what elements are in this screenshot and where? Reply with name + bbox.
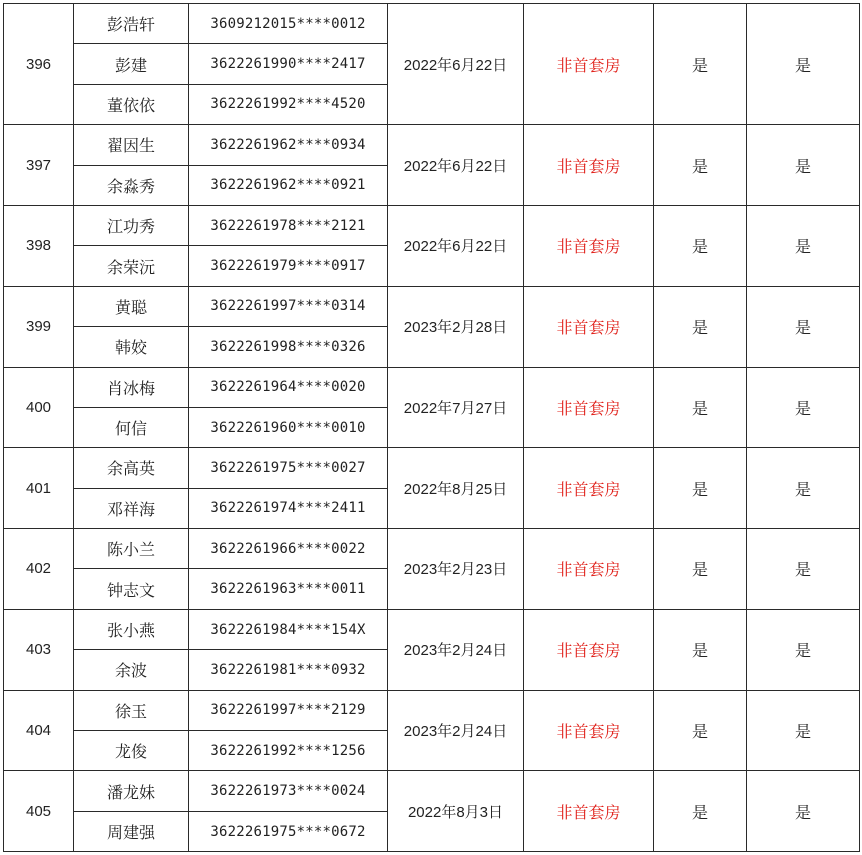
person-id-number: 3622261962****0934 <box>189 125 388 165</box>
person-name: 张小燕 <box>74 609 189 649</box>
person-name: 余高英 <box>74 448 189 488</box>
person-id-number: 3622261975****0027 <box>189 448 388 488</box>
person-id-number: 3622261962****0921 <box>189 165 388 205</box>
person-name: 彭建 <box>74 44 189 84</box>
condition-b-value: 是 <box>747 367 860 448</box>
condition-a-value: 是 <box>654 609 747 690</box>
person-name: 钟志文 <box>74 569 189 609</box>
condition-b-value: 是 <box>747 286 860 367</box>
person-name: 陈小兰 <box>74 529 189 569</box>
person-name: 黄聪 <box>74 286 189 326</box>
record-date: 2022年7月27日 <box>388 367 524 448</box>
person-id-number: 3622261979****0917 <box>189 246 388 286</box>
condition-a-value: 是 <box>654 529 747 610</box>
condition-a-value: 是 <box>654 125 747 206</box>
person-name: 肖冰梅 <box>74 367 189 407</box>
table-row <box>4 125 860 165</box>
person-id-number: 3622261997****2129 <box>189 690 388 730</box>
condition-b-value: 是 <box>747 609 860 690</box>
person-name: 翟因生 <box>74 125 189 165</box>
condition-b-value: 是 <box>747 125 860 206</box>
house-type-status: 非首套房 <box>524 448 654 529</box>
table-row <box>4 286 860 326</box>
record-date: 2023年2月24日 <box>388 690 524 771</box>
person-name: 韩姣 <box>74 327 189 367</box>
person-name: 徐玉 <box>74 690 189 730</box>
record-date: 2023年2月24日 <box>388 609 524 690</box>
house-type-status: 非首套房 <box>524 205 654 286</box>
person-name: 余淼秀 <box>74 165 189 205</box>
person-id-number: 3622261964****0020 <box>189 367 388 407</box>
person-name: 余荣沅 <box>74 246 189 286</box>
person-id-number: 3622261974****2411 <box>189 488 388 528</box>
condition-b-value: 是 <box>747 690 860 771</box>
record-date: 2022年8月25日 <box>388 448 524 529</box>
record-date: 2022年8月3日 <box>388 771 524 852</box>
housing-records-table <box>3 3 860 852</box>
person-name: 邓祥海 <box>74 488 189 528</box>
person-name: 龙俊 <box>74 731 189 771</box>
condition-b-value: 是 <box>747 205 860 286</box>
condition-a-value: 是 <box>654 205 747 286</box>
record-date: 2023年2月23日 <box>388 529 524 610</box>
house-type-status: 非首套房 <box>524 286 654 367</box>
person-id-number: 3622261981****0932 <box>189 650 388 690</box>
person-id-number: 3609212015****0012 <box>189 4 388 44</box>
person-name: 董依依 <box>74 84 189 124</box>
person-id-number: 3622261975****0672 <box>189 811 388 851</box>
person-id-number: 3622261998****0326 <box>189 327 388 367</box>
person-name: 周建强 <box>74 811 189 851</box>
table-row <box>4 205 860 245</box>
table-row <box>4 690 860 730</box>
table-row <box>4 771 860 811</box>
person-name: 江功秀 <box>74 205 189 245</box>
record-date: 2023年2月28日 <box>388 286 524 367</box>
person-id-number: 3622261960****0010 <box>189 407 388 447</box>
record-seq-number: 403 <box>4 609 74 690</box>
person-name: 潘龙妹 <box>74 771 189 811</box>
condition-a-value: 是 <box>654 4 747 125</box>
person-id-number: 3622261984****154X <box>189 609 388 649</box>
record-seq-number: 400 <box>4 367 74 448</box>
condition-a-value: 是 <box>654 690 747 771</box>
person-id-number: 3622261992****1256 <box>189 731 388 771</box>
condition-b-value: 是 <box>747 4 860 125</box>
person-id-number: 3622261966****0022 <box>189 529 388 569</box>
house-type-status: 非首套房 <box>524 690 654 771</box>
record-date: 2022年6月22日 <box>388 205 524 286</box>
house-type-status: 非首套房 <box>524 367 654 448</box>
person-id-number: 3622261978****2121 <box>189 205 388 245</box>
record-seq-number: 401 <box>4 448 74 529</box>
house-type-status: 非首套房 <box>524 609 654 690</box>
person-name: 余波 <box>74 650 189 690</box>
record-seq-number: 405 <box>4 771 74 852</box>
person-id-number: 3622261992****4520 <box>189 84 388 124</box>
record-date: 2022年6月22日 <box>388 4 524 125</box>
record-seq-number: 402 <box>4 529 74 610</box>
person-id-number: 3622261963****0011 <box>189 569 388 609</box>
condition-a-value: 是 <box>654 367 747 448</box>
person-id-number: 3622261990****2417 <box>189 44 388 84</box>
person-id-number: 3622261997****0314 <box>189 286 388 326</box>
condition-b-value: 是 <box>747 529 860 610</box>
record-date: 2022年6月22日 <box>388 125 524 206</box>
house-type-status: 非首套房 <box>524 4 654 125</box>
condition-a-value: 是 <box>654 448 747 529</box>
table-row <box>4 4 860 44</box>
table-row <box>4 609 860 649</box>
condition-b-value: 是 <box>747 771 860 852</box>
house-type-status: 非首套房 <box>524 125 654 206</box>
house-type-status: 非首套房 <box>524 771 654 852</box>
house-type-status: 非首套房 <box>524 529 654 610</box>
table-body <box>4 4 860 852</box>
table-row <box>4 529 860 569</box>
table-row <box>4 448 860 488</box>
table-row <box>4 367 860 407</box>
person-id-number: 3622261973****0024 <box>189 771 388 811</box>
condition-b-value: 是 <box>747 448 860 529</box>
record-seq-number: 404 <box>4 690 74 771</box>
condition-a-value: 是 <box>654 286 747 367</box>
record-seq-number: 399 <box>4 286 74 367</box>
record-seq-number: 397 <box>4 125 74 206</box>
record-seq-number: 398 <box>4 205 74 286</box>
record-seq-number: 396 <box>4 4 74 125</box>
condition-a-value: 是 <box>654 771 747 852</box>
person-name: 彭浩轩 <box>74 4 189 44</box>
person-name: 何信 <box>74 407 189 447</box>
